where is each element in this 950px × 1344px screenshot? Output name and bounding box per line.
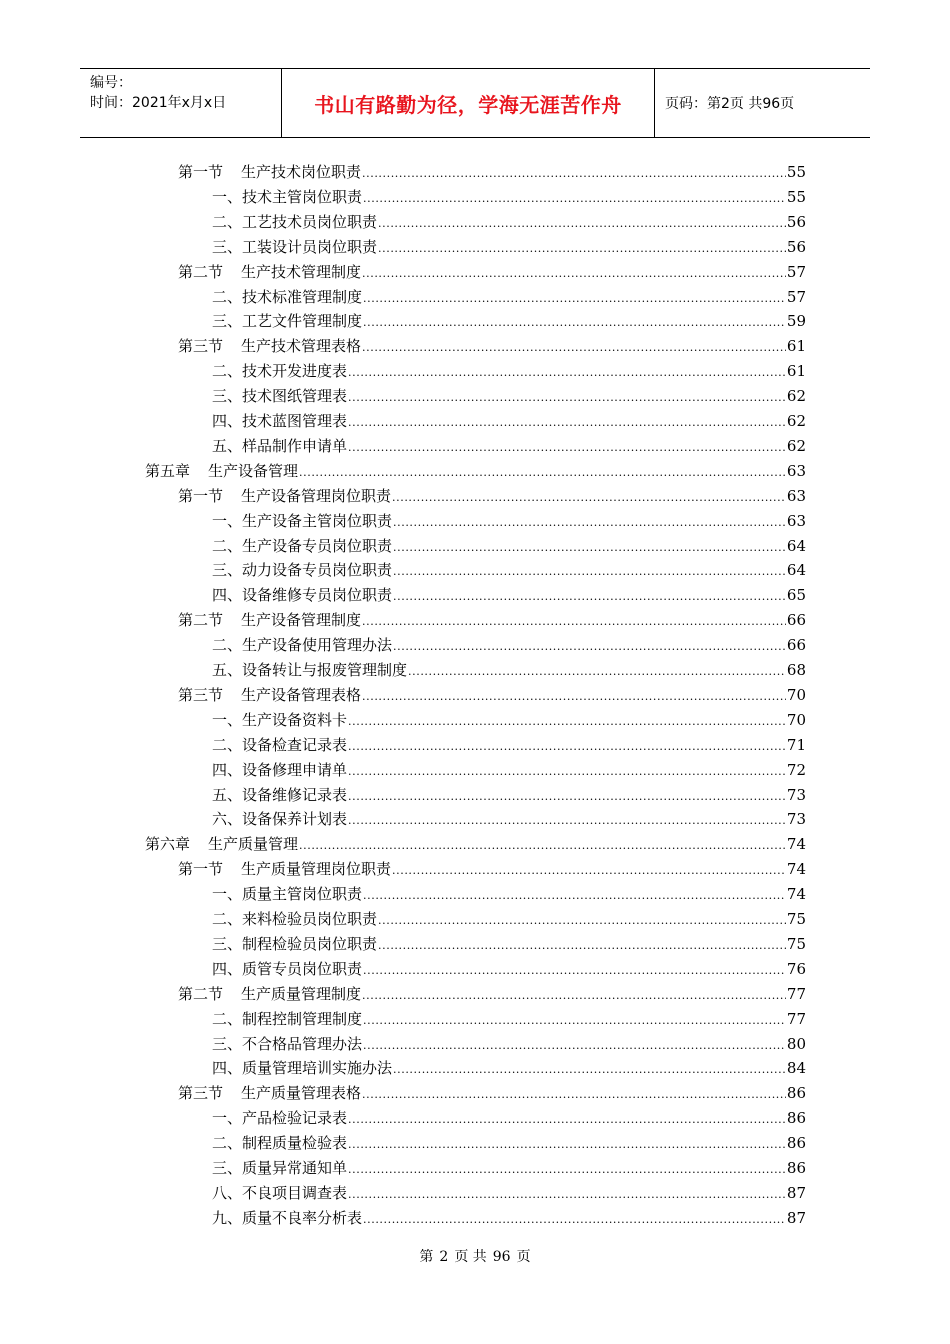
toc-entry[interactable] [212, 706, 806, 730]
toc-entry-label [212, 187, 362, 207]
toc-entry-label [212, 585, 392, 605]
toc-entry-label [212, 511, 392, 531]
toc-entry-label [178, 859, 391, 879]
toc-entry-number: 三、 [212, 387, 243, 406]
toc-entry-label [212, 386, 347, 406]
toc-dot-leader [378, 909, 786, 929]
toc-entry[interactable] [212, 357, 806, 381]
toc-entry-label [212, 536, 392, 556]
toc-entry-number: 五、 [212, 785, 243, 804]
toc-entry-page: 55 [786, 187, 806, 206]
toc-entry-label [212, 1133, 347, 1153]
toc-entry-page: 75 [786, 910, 806, 928]
toc-entry[interactable] [178, 332, 806, 356]
toc-entry-page: 64 [786, 536, 806, 555]
toc-entry[interactable] [212, 208, 806, 232]
toc-dot-leader [378, 934, 786, 954]
toc-dot-leader [348, 735, 786, 755]
toc-entry-label [212, 212, 377, 232]
toc-entry[interactable] [212, 905, 806, 929]
toc-entry-title: 技术主管岗位职责 [242, 187, 363, 206]
toc-entry-title: 生产设备资料卡 [242, 710, 348, 729]
toc-entry-number: 二、 [212, 636, 243, 655]
toc-dot-leader [392, 486, 786, 506]
toc-entry-page: 68 [786, 661, 806, 679]
toc-entry[interactable] [212, 1204, 806, 1228]
toc-entry-number: 三、 [212, 934, 243, 953]
toc-entry-page: 66 [786, 636, 806, 655]
toc-entry[interactable] [212, 1030, 806, 1054]
toc-dot-leader [362, 610, 786, 630]
toc-entry-number: 二、 [212, 1134, 243, 1153]
toc-entry[interactable] [212, 283, 806, 307]
toc-entry-number: 第一节 [178, 163, 224, 181]
toc-dot-leader [348, 1183, 786, 1203]
toc-dot-leader [392, 859, 786, 879]
toc-entry-page: 86 [786, 1159, 806, 1177]
toc-entry-label [212, 809, 347, 829]
toc-entry-number: 第五章 [145, 461, 191, 480]
header-motto: 书山有路勤为径，学海无涯苦作舟 [282, 69, 655, 137]
toc-dot-leader [348, 710, 786, 730]
toc-entry-page: 62 [786, 412, 806, 430]
toc-entry-page: 73 [786, 785, 806, 804]
toc-dot-leader [393, 511, 786, 531]
toc-entry-title: 不合格品管理办法 [242, 1034, 363, 1053]
toc-entry-title: 质量主管岗位职责 [242, 885, 363, 904]
toc-dot-leader [348, 411, 786, 431]
toc-entry-number: 一、 [212, 710, 243, 729]
toc-entry-number: 五、 [212, 661, 243, 679]
toc-entry-page: 65 [786, 586, 806, 605]
toc-entry-title: 技术开发进度表 [242, 362, 348, 381]
toc-entry-title: 生产设备专员岗位职责 [242, 536, 393, 555]
toc-entry[interactable] [212, 1104, 806, 1128]
toc-entry[interactable] [212, 731, 806, 755]
toc-entry[interactable] [145, 830, 806, 854]
toc-entry-page: 63 [786, 461, 806, 480]
toc-entry-title: 制程检验员岗位职责 [242, 934, 378, 953]
toc-dot-leader [348, 1133, 786, 1153]
toc-entry-title: 设备维修记录表 [242, 785, 348, 804]
page-footer [0, 1246, 950, 1266]
toc-entry-label [212, 884, 362, 904]
toc-entry-label [212, 436, 347, 456]
toc-entry-page: 56 [786, 212, 806, 231]
toc-entry-number: 三、 [212, 312, 243, 331]
toc-entry[interactable] [212, 805, 806, 829]
toc-entry-number: 三、 [212, 1159, 243, 1177]
toc-entry[interactable] [212, 656, 806, 680]
toc-entry-number: 一、 [212, 187, 243, 206]
toc-dot-leader [363, 1034, 786, 1054]
toc-entry-page: 63 [786, 486, 806, 505]
toc-entry[interactable] [178, 855, 806, 879]
toc-dot-leader [348, 1158, 786, 1178]
toc-entry-page: 77 [786, 1009, 806, 1028]
toc-entry-number: 四、 [212, 586, 243, 605]
toc-entry[interactable] [212, 532, 806, 556]
toc-entry-label [212, 760, 347, 780]
toc-entry-title: 生产质量管理制度 [241, 984, 362, 1003]
toc-entry-page: 57 [786, 287, 806, 306]
toc-entry-label [212, 959, 362, 979]
toc-entry-title: 生产设备管理岗位职责 [241, 486, 392, 505]
toc-entry-page: 73 [786, 810, 806, 829]
toc-entry-title: 制程控制管理制度 [242, 1009, 363, 1028]
toc-entry-label [212, 1208, 362, 1228]
toc-entry-title: 动力设备专员岗位职责 [242, 561, 393, 580]
toc-dot-leader [362, 685, 786, 705]
toc-entry-page: 63 [786, 511, 806, 530]
toc-entry-title: 生产设备使用管理办法 [242, 636, 393, 655]
toc-entry-label [212, 411, 347, 431]
toc-dot-leader [362, 1083, 786, 1103]
toc-entry-page: 87 [786, 1183, 806, 1202]
page-header [80, 68, 870, 138]
toc-entry-page: 59 [786, 312, 806, 331]
toc-entry-page: 71 [786, 735, 806, 754]
footer-prefix: 第 [419, 1249, 434, 1265]
toc-entry-label [212, 361, 347, 381]
toc-entry[interactable] [212, 382, 806, 406]
toc-entry-title: 生产质量管理岗位职责 [241, 860, 392, 879]
toc-entry-title: 生产技术管理表格 [241, 337, 362, 356]
toc-entry-page: 57 [786, 262, 806, 281]
toc-entry[interactable] [178, 258, 806, 282]
toc-entry-number: 第三节 [178, 685, 224, 704]
toc-entry-page: 64 [786, 561, 806, 580]
toc-entry-label [178, 984, 361, 1004]
header-number: 编号： [90, 75, 132, 91]
toc-entry-page: 66 [786, 611, 806, 630]
toc-entry-label [178, 262, 361, 282]
toc-entry-title: 生产设备主管岗位职责 [242, 511, 393, 530]
toc-entry-title: 设备修理申请单 [242, 760, 348, 779]
toc-entry-number: 二、 [212, 1009, 243, 1028]
toc-entry-label [212, 735, 347, 755]
toc-entry-title: 生产设备管理 [208, 461, 299, 480]
toc-entry-page: 87 [786, 1208, 806, 1227]
toc-entry-number: 三、 [212, 1034, 243, 1053]
toc-dot-leader [378, 237, 786, 257]
toc-dot-leader [348, 809, 786, 829]
toc-entry-number: 第六章 [145, 835, 191, 854]
toc-entry[interactable] [212, 1054, 806, 1078]
footer-current-page: 2 [439, 1249, 449, 1265]
toc-entry[interactable] [178, 980, 806, 1004]
toc-entry-label [212, 1108, 347, 1128]
header-page-info: 页码：第2页 共96页 [665, 96, 795, 112]
toc-entry[interactable] [178, 606, 806, 630]
toc-dot-leader [363, 1208, 786, 1228]
toc-entry-title: 工装设计员岗位职责 [242, 237, 378, 256]
toc-dot-leader [362, 336, 786, 356]
toc-entry-title: 来料检验员岗位职责 [242, 910, 378, 928]
toc-entry[interactable] [212, 756, 806, 780]
toc-entry[interactable] [212, 930, 806, 954]
toc-entry-number: 八、 [212, 1183, 243, 1202]
toc-entry-page: 62 [786, 436, 806, 455]
toc-entry[interactable] [212, 556, 806, 580]
toc-entry-page: 86 [786, 1109, 806, 1128]
footer-mid: 页 共 [454, 1249, 487, 1265]
toc-entry[interactable] [212, 1179, 806, 1203]
toc-dot-leader [393, 536, 786, 556]
toc-dot-leader [393, 1058, 786, 1078]
toc-entry[interactable] [212, 631, 806, 655]
toc-entry-number: 第三节 [178, 337, 224, 356]
toc-entry[interactable] [212, 307, 806, 331]
toc-entry-title: 工艺技术员岗位职责 [242, 212, 378, 231]
toc-entry-page: 70 [786, 710, 806, 729]
toc-entry-number: 六、 [212, 810, 243, 829]
toc-entry-title: 设备保养计划表 [242, 810, 348, 829]
toc-entry-title: 质量异常通知单 [242, 1159, 348, 1177]
toc-entry-number: 第二节 [178, 611, 224, 630]
toc-entry-label [212, 660, 407, 680]
toc-entry-page: 74 [786, 835, 806, 854]
toc-entry[interactable] [145, 457, 806, 481]
toc-entry-page: 61 [786, 337, 806, 356]
toc-entry-title: 生产质量管理 [208, 835, 299, 854]
toc-entry-number: 三、 [212, 237, 243, 256]
header-date: 时间：2021年x月x日 [90, 95, 227, 111]
toc-entry-number: 第三节 [178, 1084, 224, 1103]
toc-entry-title: 生产设备管理表格 [241, 685, 362, 704]
toc-dot-leader [362, 262, 786, 282]
toc-entry-page: 74 [786, 860, 806, 879]
toc-entry-label [212, 1009, 362, 1029]
toc-entry-title: 技术蓝图管理表 [242, 412, 348, 430]
toc-entry-page: 61 [786, 362, 806, 381]
toc-entry-number: 第二节 [178, 262, 224, 281]
toc-entry[interactable] [212, 1005, 806, 1029]
toc-dot-leader [363, 311, 786, 331]
toc-entry[interactable] [178, 681, 806, 705]
toc-dot-leader [363, 959, 786, 979]
toc-entry-label [178, 162, 361, 182]
toc-entry-title: 质量管理培训实施办法 [242, 1059, 393, 1078]
toc-dot-leader [363, 884, 786, 904]
footer-total-pages: 96 [492, 1249, 511, 1265]
toc-entry-label [178, 685, 361, 705]
toc-entry-page: 55 [786, 163, 806, 181]
toc-entry[interactable] [212, 432, 806, 456]
toc-entry-label [212, 1183, 347, 1203]
toc-entry-label [212, 934, 377, 954]
toc-entry-label [212, 1058, 392, 1078]
toc-entry-title: 技术图纸管理表 [242, 387, 348, 406]
toc-dot-leader [299, 461, 786, 481]
toc-dot-leader [408, 660, 786, 680]
toc-entry-label [178, 336, 361, 356]
footer-suffix: 页 [516, 1249, 531, 1265]
toc-entry-title: 设备检查记录表 [242, 735, 348, 754]
toc-entry[interactable] [212, 183, 806, 207]
toc-entry-number: 二、 [212, 212, 243, 231]
toc-entry-page: 77 [786, 984, 806, 1003]
toc-entry[interactable] [212, 781, 806, 805]
toc-entry-number: 四、 [212, 1059, 243, 1078]
toc-entry[interactable] [212, 1129, 806, 1153]
toc-entry-page: 74 [786, 885, 806, 904]
toc-entry-page: 76 [786, 959, 806, 978]
toc-entry[interactable] [212, 507, 806, 531]
toc-entry-label [212, 785, 347, 805]
toc-dot-leader [348, 361, 786, 381]
toc-entry-title: 生产技术岗位职责 [241, 163, 362, 181]
toc-entry-label [212, 710, 347, 730]
toc-entry-label [212, 237, 377, 257]
toc-entry-title: 生产技术管理制度 [241, 262, 362, 281]
toc-entry-label [145, 461, 298, 481]
header-meta [80, 69, 282, 137]
toc-entry-number: 一、 [212, 1109, 243, 1128]
toc-entry-page: 70 [786, 685, 806, 704]
toc-entry-label [212, 560, 392, 580]
toc-dot-leader [348, 386, 786, 406]
toc-entry-number: 二、 [212, 287, 243, 306]
toc-entry[interactable] [178, 482, 806, 506]
toc-entry[interactable] [212, 955, 806, 979]
toc-entry-title: 样品制作申请单 [242, 436, 348, 455]
toc-entry-label [178, 610, 361, 630]
toc-dot-leader [393, 585, 786, 605]
toc-entry-number: 四、 [212, 959, 243, 978]
toc-entry-label [212, 909, 377, 929]
toc-entry-label [145, 834, 298, 854]
toc-entry[interactable] [212, 233, 806, 257]
toc-entry-title: 不良项目调查表 [242, 1183, 348, 1202]
toc-entry-page: 86 [786, 1134, 806, 1153]
toc-dot-leader [362, 984, 786, 1004]
toc-entry-page: 86 [786, 1084, 806, 1103]
toc-dot-leader [348, 436, 786, 456]
toc-entry-title: 生产设备管理制度 [241, 611, 362, 630]
toc-entry-number: 二、 [212, 536, 243, 555]
toc-entry-page: 84 [786, 1059, 806, 1078]
toc-entry-label [212, 1034, 362, 1054]
toc-entry-title: 产品检验记录表 [242, 1109, 348, 1128]
toc-entry[interactable] [178, 1079, 806, 1103]
toc-entry-number: 一、 [212, 885, 243, 904]
toc-dot-leader [348, 785, 786, 805]
toc-entry-page: 75 [786, 934, 806, 953]
toc-entry-title: 设备维修专员岗位职责 [242, 586, 393, 605]
toc-entry-title: 生产质量管理表格 [241, 1084, 362, 1103]
toc-dot-leader [362, 162, 786, 182]
toc-dot-leader [393, 635, 786, 655]
toc-entry-page: 62 [786, 387, 806, 406]
toc-entry-number: 四、 [212, 760, 243, 779]
toc-dot-leader [363, 1009, 786, 1029]
toc-entry-number: 三、 [212, 561, 243, 580]
toc-entry-number: 第二节 [178, 984, 224, 1003]
toc-entry-number: 一、 [212, 511, 243, 530]
toc-entry-label [212, 287, 362, 307]
toc-dot-leader [348, 1108, 786, 1128]
toc-entry-number: 第一节 [178, 860, 224, 879]
toc-entry[interactable] [178, 158, 806, 182]
toc-entry-title: 质管专员岗位职责 [242, 959, 363, 978]
toc-entry-number: 二、 [212, 362, 243, 381]
toc-dot-leader [393, 560, 786, 580]
toc-entry-label [212, 311, 362, 331]
toc-entry-number: 第一节 [178, 486, 224, 505]
toc-entry[interactable] [212, 407, 806, 431]
toc-dot-leader [378, 212, 786, 232]
toc-entry[interactable] [212, 581, 806, 605]
toc-entry-label [178, 486, 391, 506]
toc-entry[interactable] [212, 1154, 806, 1178]
toc-entry-title: 制程质量检验表 [242, 1134, 348, 1153]
toc-entry-number: 二、 [212, 735, 243, 754]
toc-dot-leader [348, 760, 786, 780]
toc-entry-number: 九、 [212, 1208, 243, 1227]
toc-entry-label [212, 1158, 347, 1178]
toc-dot-leader [299, 834, 786, 854]
toc-entry[interactable] [212, 880, 806, 904]
toc-entry-page: 56 [786, 237, 806, 256]
toc-entry-title: 设备转让与报废管理制度 [242, 661, 408, 679]
toc-dot-leader [363, 187, 786, 207]
toc-entry-number: 二、 [212, 910, 243, 928]
toc-entry-title: 质量不良率分析表 [242, 1208, 363, 1227]
toc-dot-leader [363, 287, 786, 307]
toc-entry-label [178, 1083, 361, 1103]
toc-entry-title: 工艺文件管理制度 [242, 312, 363, 331]
toc-entry-number: 四、 [212, 412, 243, 430]
toc-entry-number: 五、 [212, 436, 243, 455]
toc-entry-page: 80 [786, 1034, 806, 1053]
toc-entry-title: 技术标准管理制度 [242, 287, 363, 306]
toc-entry-label [212, 635, 392, 655]
toc-entry-page: 72 [786, 760, 806, 779]
